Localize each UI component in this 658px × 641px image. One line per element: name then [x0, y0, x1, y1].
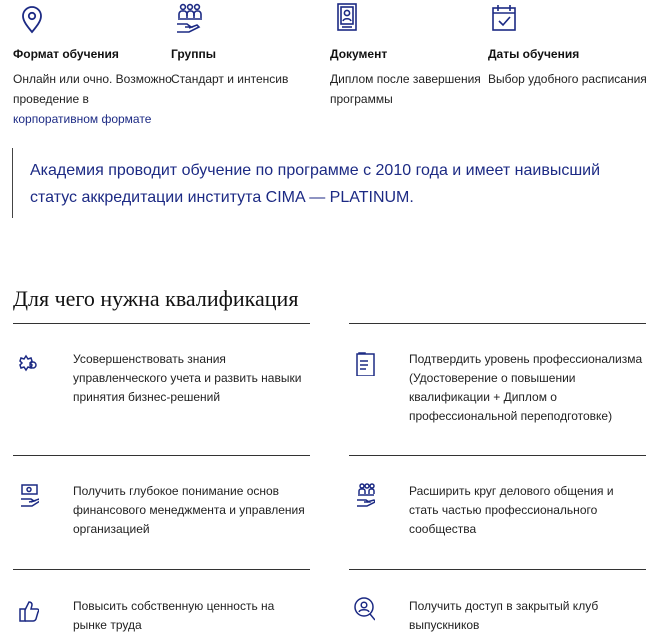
features-row — [0, 0, 658, 130]
feature-desc: Выбор удобного расписания — [488, 72, 647, 86]
money-hand-icon — [13, 482, 39, 508]
person-magnifier-icon — [349, 597, 375, 623]
benefit-text: Подтвердить уровень профессионализма (Удостоверение о повышении квалификации + Диплом о профессиональной переподготовке) — [409, 352, 643, 423]
location-pin-icon — [13, 2, 47, 36]
benefit-text: Повысить собственную ценность на рынке труда — [73, 599, 275, 632]
benefit-text: Расширить круг делового общения и стать частью профессионального сообщества — [409, 484, 614, 536]
feature-title: Даты обучения — [488, 47, 580, 61]
divider — [349, 323, 646, 324]
group-hand-icon — [349, 482, 375, 508]
feature-desc: Диплом после завершения программы — [330, 72, 481, 106]
feature-title: Документ — [330, 47, 388, 61]
benefit-text: Получить доступ в закрытый клуб выпускников — [409, 599, 599, 632]
benefit-text: Усовершенствовать знания управленческого учета и развить навыки принятия бизнес-решений — [73, 352, 302, 404]
divider — [349, 569, 646, 570]
accreditation-quote — [12, 148, 633, 218]
feature-desc-text: Онлайн или очно. Возможно проведение в — [13, 72, 172, 106]
calendar-check-icon — [488, 2, 522, 36]
thumbs-up-icon — [13, 597, 39, 623]
corporate-format-link[interactable]: корпоративном формате — [13, 112, 152, 126]
section-title: Для чего нужна квалификация — [13, 286, 299, 311]
people-group-icon — [171, 2, 205, 36]
benefit-text: Получить глубокое понимание основ финансового менеджмента и управления организацией — [73, 484, 305, 536]
feature-desc — [13, 69, 173, 129]
clipboard-icon — [349, 350, 375, 376]
feature-title: Формат обучения — [13, 47, 119, 61]
feature-desc: Стандарт и интенсив — [171, 72, 289, 86]
divider — [13, 323, 310, 324]
feature-title: Группы — [171, 47, 216, 61]
quote-text: Академия проводит обучение по программе с 2010 года и имеет наивысший статус аккредитации института CIMA — PLATINUM. — [30, 162, 601, 206]
document-certificate-icon — [330, 2, 364, 36]
gear-icon — [13, 350, 39, 376]
divider — [13, 455, 310, 456]
divider — [349, 455, 646, 456]
divider — [13, 569, 310, 570]
